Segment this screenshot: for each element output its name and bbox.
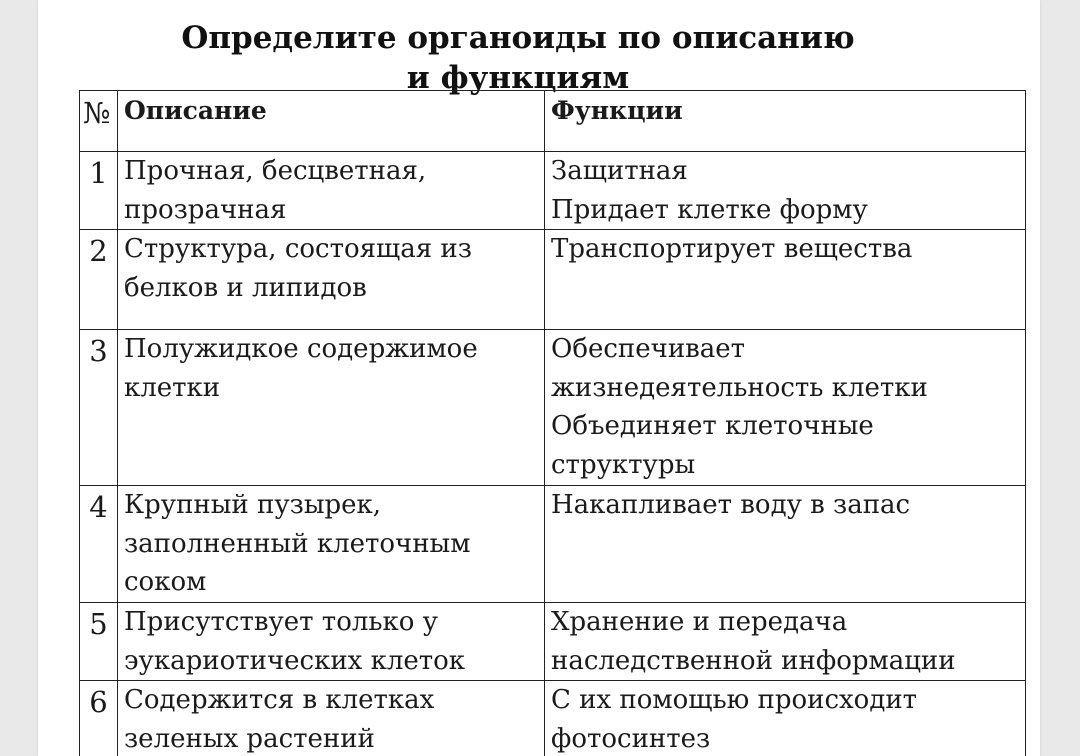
description-cell: Полужидкое содержимое клетки [118,330,545,486]
description-cell: Структура, состоящая из белков и липидов [118,230,545,330]
table-row [80,486,1026,603]
functions-cell: Хранение и передача наследственной информации [545,603,1026,681]
description-cell: Крупный пузырек, заполненный клеточным соком [118,486,545,603]
row-number: 3 [80,330,118,486]
functions-cell: С их помощью происходит фотосинтез [545,681,1026,756]
functions-cell: Защитная Придает клетке форму [545,152,1026,230]
table-row [80,603,1026,681]
row-number: 4 [80,486,118,603]
description-cell: Присутствует только у эукариотических клеток [118,603,545,681]
organelles-table [79,90,1026,756]
functions-cell: Накапливает воду в запас [545,486,1026,603]
number-column-header: № [80,91,118,152]
row-number: 5 [80,603,118,681]
table-row [80,230,1026,330]
functions-cell: Обеспечивает жизнедеятельность клетки Объединяет клеточные структуры [545,330,1026,486]
row-number: 1 [80,152,118,230]
table-row [80,152,1026,230]
table-row [80,681,1026,756]
description-cell: Прочная, бесцветная, прозрачная [118,152,545,230]
document-page [38,0,1040,756]
row-number: 2 [80,230,118,330]
functions-column-header: Функции [545,91,1026,152]
page-title: Определите органоиды по описанию и функциям [181,20,855,96]
table-row [80,330,1026,486]
row-number: 6 [80,681,118,756]
description-column-header: Описание [118,91,545,152]
table-header-row [80,91,1026,152]
functions-cell: Транспортирует вещества [545,230,1026,330]
description-cell: Содержится в клетках зеленых растений [118,681,545,756]
